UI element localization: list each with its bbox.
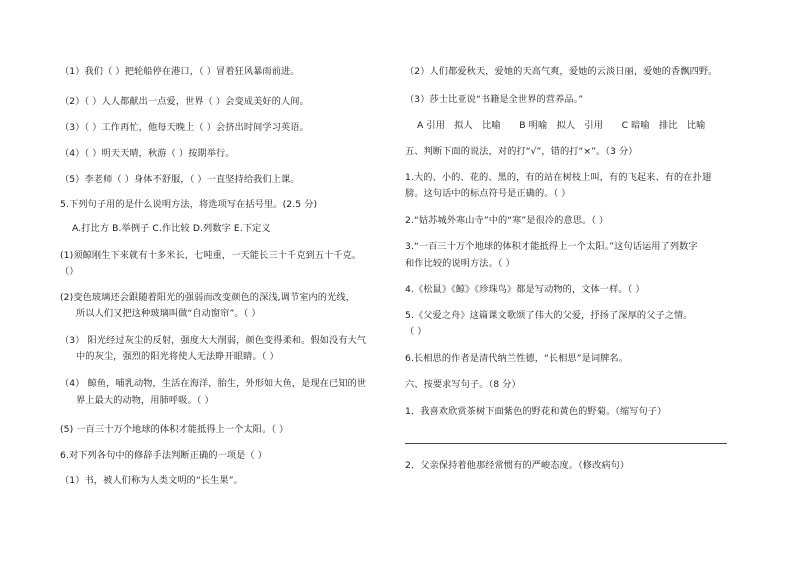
q4-item-3: （3）（ ）工作再忙，他每天晚上（ ）会挤出时间学习英语。 <box>60 122 309 133</box>
q6-item-3: （3）莎士比亚说“书籍是全世界的营养品。” <box>405 94 584 105</box>
q6-options: A 引用 拟人 比喻 B 明喻 拟人 引用 C 暗喻 排比 比喻 <box>417 120 706 131</box>
judge-item-1-line-1: 1.大的、小的、花的、黑的，有的站在树枝上叫，有的飞起来、有的在扑翅 <box>405 172 712 183</box>
answer-line[interactable] <box>405 443 727 444</box>
q5-item-1-line-1: (1)须鲸刚生下来就有十多米长，七吨重，一天能长三十千克到五十千克。 <box>60 250 362 261</box>
judge-item-1-line-2: 膀。这句话中的标点符号是正确的。（ ） <box>405 188 571 199</box>
judge-item-5-line-2: （ ） <box>405 326 427 337</box>
q5-item-5: (5) 一百三十万个地球的体积才能抵得上一个太阳。（ ） <box>60 424 289 435</box>
section-6-title: 六、按要求写句子。（8 分） <box>405 379 521 390</box>
judge-item-5-line-1: 5.《父爱之舟》这篇课文歌颂了伟大的父爱，抒扬了深厚的父子之情。 <box>405 310 693 321</box>
section-5-title: 五、判断下面的说法，对的打“√”，错的打“×”。（3 分） <box>405 146 638 157</box>
q4-item-4: （4）（ ）明天天晴，秋游（ ）按期举行。 <box>60 148 235 159</box>
q5-item-3-line-1: （3） 阳光经过灰尘的反射，强度大大削弱，颜色变得柔和。假如没有大气 <box>60 335 367 346</box>
rewrite-item-1: 1．我喜欢欣赏茶树下面紫色的野花和黄色的野菊。（缩写句子） <box>405 406 667 417</box>
judge-item-2: 2.“姑苏城外寒山寺”中的“寒”是很冷的意思。（ ） <box>405 215 609 226</box>
q4-item-1: （1）我们（ ）把轮船停在港口，（ ）冒着狂风暴雨前进。 <box>60 66 300 77</box>
q6-item-1: （1）书，被人们称为人类文明的“长生果”。 <box>60 475 243 486</box>
q5-options: A.打比方 B.举例子 C.作比较 D.列数字 E.下定义 <box>72 223 271 234</box>
q5-item-4-line-2: 界上最大的动物，用肺呼吸。（ ） <box>76 395 214 406</box>
q4-item-2: （2）（ ）人人都献出一点爱，世界（ ）会变成美好的人间。 <box>60 96 309 107</box>
q6-item-2: （2）人们都爱秋天，爱她的天高气爽，爱她的云淡日丽，爱她的香飘四野。 <box>405 66 718 77</box>
judge-item-3-line-2: 和作比较的说明方法。（ ） <box>405 258 515 269</box>
q5-item-2-line-1: (2)变色玻璃还会跟随着阳光的强弱而改变颜色的深浅,调节室内的光线， <box>60 292 355 303</box>
q5-item-2-line-2: 所以人们又把这种玻璃叫做“自动窗帘”。（ ） <box>76 308 261 319</box>
rewrite-item-2: 2．父亲保持着他那经常惯有的严峻态度。（修改病句） <box>405 460 630 471</box>
q4-item-5: （5）李老师（ ）身体不舒服，（ ）一直坚持给我们上课。 <box>60 174 300 185</box>
q6-title: 6.对下列各句中的修辞手法判断正确的一项是（ ） <box>60 450 268 461</box>
q5-item-1-line-2: （） <box>60 266 79 277</box>
judge-item-3-line-1: 3.“一百三十万个地球的体积才能抵得上一个太阳。”这句话运用了列数字 <box>405 241 698 252</box>
q5-item-4-line-1: （4） 鲸鱼，哺乳动物，生活在海洋，胎生，外形如大鱼，是现在已知的世 <box>60 378 367 389</box>
q5-item-3-line-2: 中的灰尘，强烈的阳光将使人无法睁开眼睛。（ ） <box>76 351 279 362</box>
judge-item-4: 4.《松鼠》《鲸》《珍珠鸟》都是写动物的，文体一样。（ ） <box>405 284 645 295</box>
judge-item-6: 6.长相思的作者是清代纳兰性德，“长相思”是词牌名。 <box>405 353 629 364</box>
q5-title: 5.下列句子用的是什么说明方法，将选项写在括号里。(2.5 分) <box>60 199 318 210</box>
